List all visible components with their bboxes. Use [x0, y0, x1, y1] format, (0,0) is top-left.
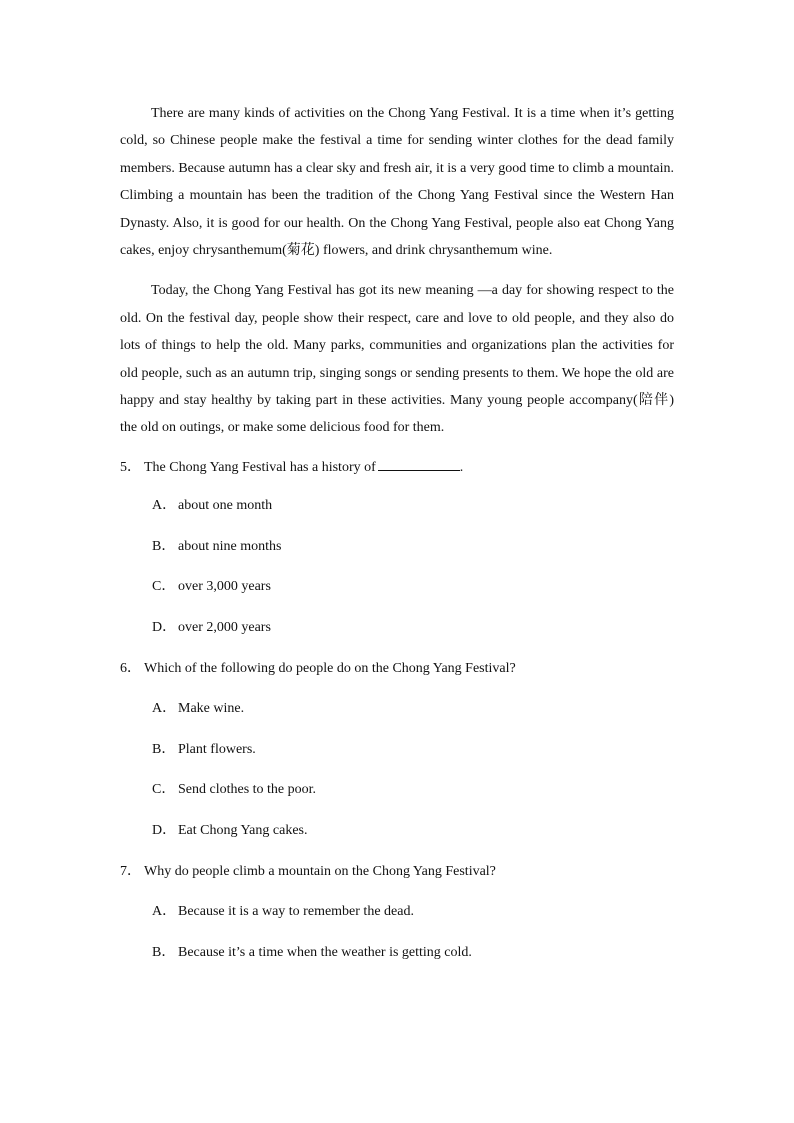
option-letter: C． — [152, 782, 176, 798]
option-text: Eat Chong Yang cakes. — [178, 822, 308, 838]
option-letter: A． — [152, 701, 177, 717]
option-text: Make wine. — [178, 701, 245, 717]
option-a[interactable] — [152, 902, 674, 922]
option-letter: A． — [152, 904, 177, 920]
answer-options — [152, 699, 674, 841]
question-7 — [120, 862, 674, 963]
option-c[interactable] — [152, 780, 674, 800]
option-text: Because it’s a time when the weather is getting cold. — [178, 944, 472, 960]
option-letter: B． — [152, 741, 176, 757]
option-text: Send clothes to the poor. — [178, 782, 317, 798]
option-a[interactable] — [152, 699, 674, 719]
passage-paragraph-1: There are many kinds of activities on the Chong Yang Festival. It is a time when it’s getting cold, so Chinese people make the festival a time for sending winter clothes for the dead family members. Because autumn has a clear sky and fresh air, it is a very good time to climb a mountain. Climbing a mountain has been the tradition of the Chong Yang Festival since the Western Han Dynasty. Also, it is good for our health. On the Chong Yang Festival, people also eat Chong Yang cakes, enjoy chrysanthemum(菊花) flowers, and drink chrysanthemum wine. — [120, 106, 674, 259]
option-b[interactable] — [152, 537, 674, 557]
option-d[interactable] — [152, 618, 674, 638]
option-letter: B． — [152, 538, 176, 554]
option-d[interactable] — [152, 821, 674, 841]
question-text: The Chong Yang Festival has a history of — [144, 459, 376, 475]
reading-passage — [120, 100, 674, 442]
answer-options — [152, 496, 674, 638]
question-number: 7． — [120, 863, 141, 879]
question-stem — [120, 862, 674, 882]
question-number: 6． — [120, 660, 141, 676]
option-text: over 2,000 years — [178, 619, 271, 635]
option-text: about one month — [178, 498, 273, 514]
question-text-end: . — [459, 459, 464, 475]
option-text: about nine months — [178, 538, 282, 554]
option-text: Because it is a way to remember the dead. — [178, 904, 414, 920]
document-page — [120, 100, 674, 963]
option-letter: A． — [152, 498, 177, 514]
option-b[interactable] — [152, 740, 674, 760]
option-c[interactable] — [152, 577, 674, 597]
option-letter: D． — [152, 822, 177, 838]
option-letter: B． — [152, 944, 176, 960]
question-6 — [120, 659, 674, 841]
question-text: Why do people climb a mountain on the Chong Yang Festival? — [144, 863, 496, 879]
option-letter: D． — [152, 619, 177, 635]
question-stem — [120, 659, 674, 679]
option-text: over 3,000 years — [178, 579, 271, 595]
question-number: 5． — [120, 459, 141, 475]
option-letter: C． — [152, 579, 176, 595]
option-b[interactable] — [152, 943, 674, 963]
option-a[interactable] — [152, 496, 674, 516]
passage-paragraph-2: Today, the Chong Yang Festival has got its new meaning —a day for showing respect to the old. On the festival day, people show their respect, care and love to old people, and they also do lots of things to help the old. Many parks, communities and organizations plan the activities for old people, such as an autumn trip, singing songs or sending presents to them. We hope the old are happy and stay healthy by taking part in these activities. Many young people accompany(陪伴) the old on outings, or make some delicious food for them. — [120, 283, 674, 436]
question-stem — [120, 456, 674, 476]
answer-options — [152, 902, 674, 963]
question-5 — [120, 456, 674, 638]
question-text: Which of the following do people do on the Chong Yang Festival? — [144, 660, 516, 676]
option-text: Plant flowers. — [178, 741, 256, 757]
answer-blank[interactable] — [378, 456, 460, 471]
